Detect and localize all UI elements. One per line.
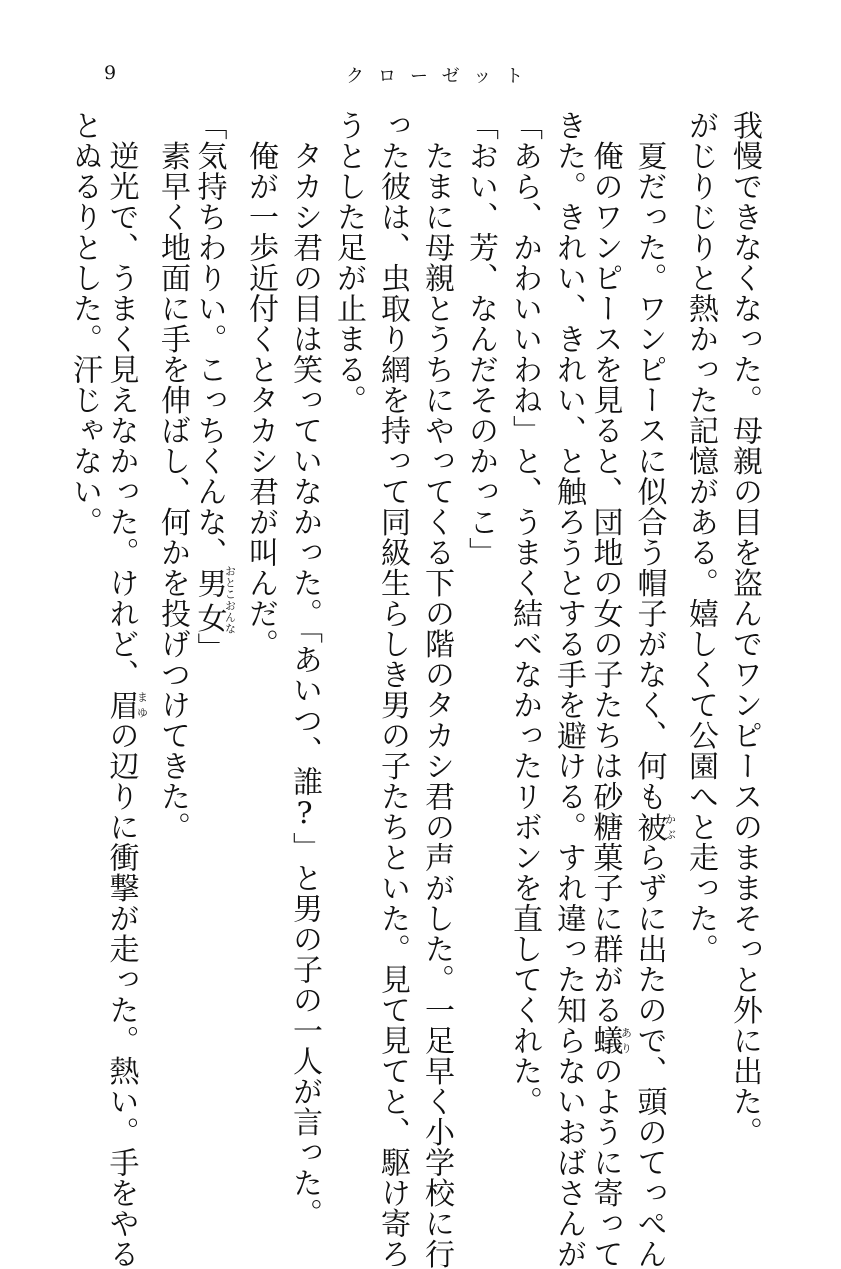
- text-column: とぬるりとした。汗じゃない。: [67, 110, 102, 537]
- text-column: 俺が一歩近付くとタカシ君が叫んだ。: [243, 110, 278, 659]
- text-column: たまに母親とうちにやってくる下の階のタカシ君の声がした。一足早く小学校に行: [419, 110, 454, 1269]
- text-column: 「気持ちわりい。こっちくんな、男女おとこおんな」: [191, 110, 237, 663]
- text-column: タカシ君の目は笑っていなかった。「あいつ、誰?」と男の子の一人が言った。: [287, 110, 322, 1229]
- text-column: った彼は、虫取り網を持って同級生らしき男の子たちといた。見て見てと、駆け寄ろ: [375, 110, 410, 1269]
- text-column: うとした足が止まる。: [331, 110, 366, 415]
- text-column: 我慢できなくなった。母親の目を盗んでワンピースのままそっと外に出た。: [727, 110, 762, 1147]
- page-number: 9: [104, 62, 117, 84]
- text-column: 素早く地面に手を伸ばし、何かを投げつけてきた。: [155, 110, 190, 842]
- running-title: クローゼット: [346, 66, 538, 87]
- text-column: 逆光で、うまく見えなかった。けれど、眉まゆの辺りに衝撃が走った。熱い。手をやる: [103, 110, 149, 1269]
- text-column: がじりじりと熱かった記憶がある。嬉しくて公園へと走った。: [683, 110, 718, 964]
- text-column: 「おい、芳、なんだそのかっこ」: [463, 110, 498, 568]
- text-column: 夏だった。ワンピースに似合う帽子がなく、何も被かぶらずに出たので、頭のてっぺん: [631, 110, 677, 1269]
- text-column: きた。きれい、きれい、と触ろうとする手を避ける。すれ違った知らないおばさんが: [551, 110, 586, 1269]
- text-column: 「あら、かわいいわね」と、うまく結べなかったリボンを直してくれた。: [507, 110, 542, 1117]
- text-column: 俺のワンピースを見ると、団地の女の子たちは砂糖菓子に群がる蟻ありのように寄って: [587, 110, 633, 1269]
